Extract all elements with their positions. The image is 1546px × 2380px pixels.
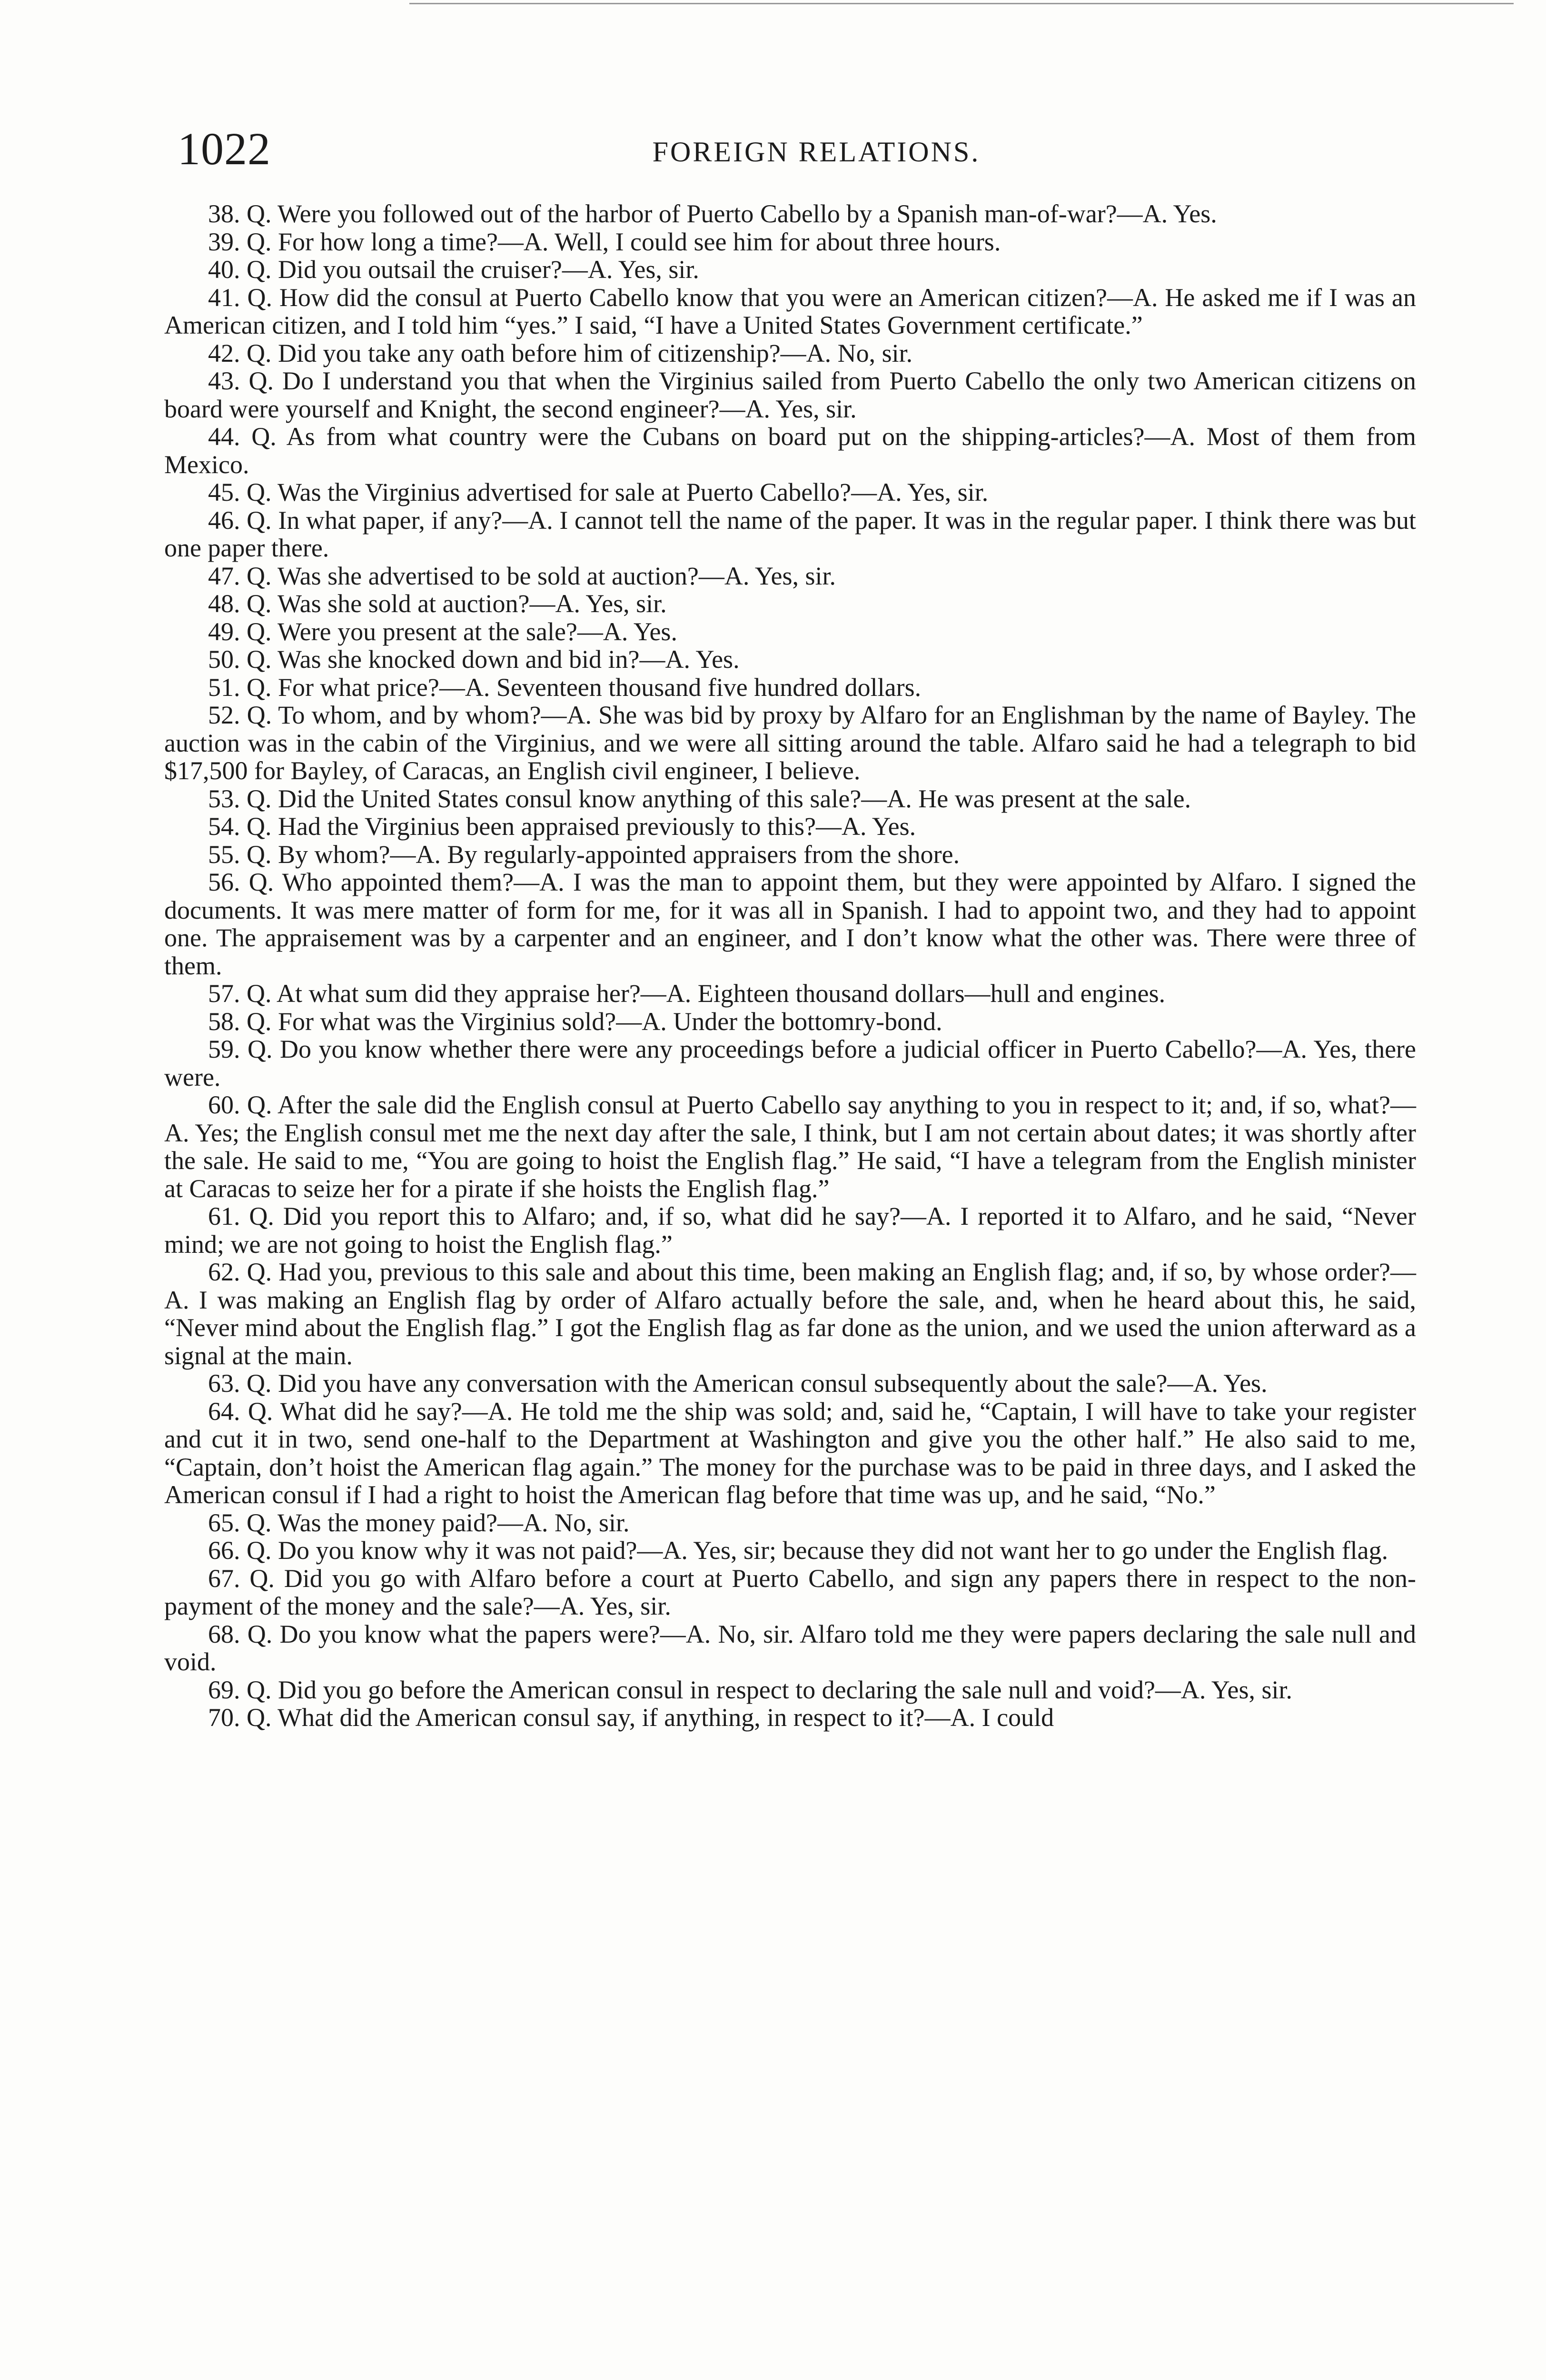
paragraph-q45: 45. Q. Was the Virginius advertised for sale at Puerto Cabello?—A. Yes, sir. bbox=[208, 478, 989, 506]
paragraph-q56: 56. Q. Who appointed them?—A. I was the man to appoint them, but they were appointed by Alfaro. I signed the documents. It was mere matter of form for me, for it was all in Spanish. I had to appoint two, and they had to appoint one. The appraisement was by a carpenter and an engineer, and I don’t know what the other was. There were three of them. bbox=[164, 868, 1416, 980]
paragraph-q53: 53. Q. Did the United States consul know anything of this sale?—A. He was present at the sale. bbox=[208, 784, 1191, 813]
paragraph-q49: 49. Q. Were you present at the sale?—A. Yes. bbox=[208, 617, 677, 646]
paragraph-q40: 40. Q. Did you outsail the cruiser?—A. Yes, sir. bbox=[208, 255, 699, 284]
paragraph-q59: 59. Q. Do you know whether there were any proceedings before a judicial officer in Puerto Cabello?—A. Yes, there were. bbox=[164, 1035, 1416, 1091]
paragraph-q46: 46. Q. In what paper, if any?—A. I cannot tell the name of the paper. It was in the regular paper. I think there was but one paper there. bbox=[164, 506, 1416, 562]
page-number: 1022 bbox=[178, 123, 271, 174]
paragraph-q57: 57. Q. At what sum did they appraise her?—A. Eighteen thousand dollars—hull and engines. bbox=[208, 979, 1166, 1008]
paragraph-q64: 64. Q. What did he say?—A. He told me the ship was sold; and, said he, “Captain, I will have to take your register and cut it in two, send one-half to the Department at Washington and give you the other half.” He also said to me, “Captain, don’t hoist the American flag again.” The money for the purchase was to be paid in three days, and I asked the American consul if I had a right to hoist the American flag before that time was up, and he said, “No.” bbox=[164, 1397, 1416, 1509]
paragraph-q50: 50. Q. Was she knocked down and bid in?—A. Yes. bbox=[208, 645, 740, 674]
paragraph-q63: 63. Q. Did you have any conversation with the American consul subsequently about the sale?—A. Yes. bbox=[208, 1369, 1268, 1398]
paragraph-q42: 42. Q. Did you take any oath before him of citizenship?—A. No, sir. bbox=[208, 338, 913, 367]
paragraph-q68: 68. Q. Do you know what the papers were?—A. No, sir. Alfaro told me they were papers declaring the sale null and void. bbox=[164, 1619, 1416, 1676]
paragraph-q66: 66. Q. Do you know why it was not paid?—A. Yes, sir; because they did not want her to go under the English flag. bbox=[208, 1536, 1388, 1565]
paragraph-q41: 41. Q. How did the consul at Puerto Cabello know that you were an American citizen?—A. He asked me if I was an American citizen, and I told him “yes.” I said, “I have a United States Government certificate.” bbox=[164, 283, 1416, 339]
paragraph-q52: 52. Q. To whom, and by whom?—A. She was bid by proxy by Alfaro for an Englishman by the name of Bayley. The auction was in the cabin of the Virginius, and we were all sitting around the table. Alfaro said he had a telegraph to bid $17,500 for Bayley, of Caracas, an English civil engineer, I believe. bbox=[164, 701, 1416, 785]
paragraph-q47: 47. Q. Was she advertised to be sold at auction?—A. Yes, sir. bbox=[208, 561, 836, 590]
paragraph-q44: 44. Q. As from what country were the Cubans on board put on the shipping-articles?—A. Most of them from Mexico. bbox=[164, 422, 1416, 479]
paragraph-q43: 43. Q. Do I understand you that when the Virginius sailed from Puerto Cabello the only two American citizens on board were yourself and Knight, the second engineer?—A. Yes, sir. bbox=[164, 367, 1416, 423]
paragraph-q58: 58. Q. For what was the Virginius sold?—A. Under the bottomry-bond. bbox=[208, 1007, 942, 1036]
paragraph-q55: 55. Q. By whom?—A. By regularly-appointed appraisers from the shore. bbox=[208, 840, 960, 869]
document-body bbox=[164, 200, 1416, 1732]
paragraph-q67: 67. Q. Did you go with Alfaro before a court at Puerto Cabello, and sign any papers there in respect to the non-payment of the money and the sale?—A. Yes, sir. bbox=[164, 1564, 1416, 1620]
paragraph-q69: 69. Q. Did you go before the American consul in respect to declaring the sale null and void?—A. Yes, sir. bbox=[208, 1675, 1293, 1704]
paragraph-q38: 38. Q. Were you followed out of the harbor of Puerto Cabello by a Spanish man-of-war?—A. Yes. bbox=[208, 199, 1217, 228]
running-title: FOREIGN RELATIONS. bbox=[652, 136, 981, 168]
top-rule bbox=[409, 3, 1514, 4]
paragraph-q51: 51. Q. For what price?—A. Seventeen thousand five hundred dollars. bbox=[208, 673, 922, 702]
paragraph-q70: 70. Q. What did the American consul say, if anything, in respect to it?—A. I could bbox=[208, 1703, 1054, 1732]
paragraph-q62: 62. Q. Had you, previous to this sale and about this time, been making an English flag; and, if so, by whose order?—A. I was making an English flag by order of Alfaro actually before the sale, and, when he heard about this, he said, “Never mind about the English flag.” I got the English flag as far done as the union, and we used the union afterward as a signal at the main. bbox=[164, 1258, 1416, 1370]
paragraph-q54: 54. Q. Had the Virginius been appraised previously to this?—A. Yes. bbox=[208, 812, 916, 841]
page-header bbox=[164, 123, 1416, 175]
paragraph-q39: 39. Q. For how long a time?—A. Well, I could see him for about three hours. bbox=[208, 227, 1001, 256]
paragraph-q60: 60. Q. After the sale did the English consul at Puerto Cabello say anything to you in respect to it; and, if so, what?—A. Yes; the English consul met me the next day after the sale, I think, but I am not certain about dates; it was shortly after the sale. He said to me, “You are going to hoist the English flag.” He said, “I have a telegram from the English minister at Caracas to seize her for a pirate if she hoists the English flag.” bbox=[164, 1091, 1416, 1203]
paragraph-q48: 48. Q. Was she sold at auction?—A. Yes, sir. bbox=[208, 589, 667, 618]
paragraph-q65: 65. Q. Was the money paid?—A. No, sir. bbox=[208, 1508, 630, 1537]
paragraph-q61: 61. Q. Did you report this to Alfaro; and, if so, what did he say?—A. I reported it to Alfaro, and he said, “Never mind; we are not going to hoist the English flag.” bbox=[164, 1202, 1416, 1259]
